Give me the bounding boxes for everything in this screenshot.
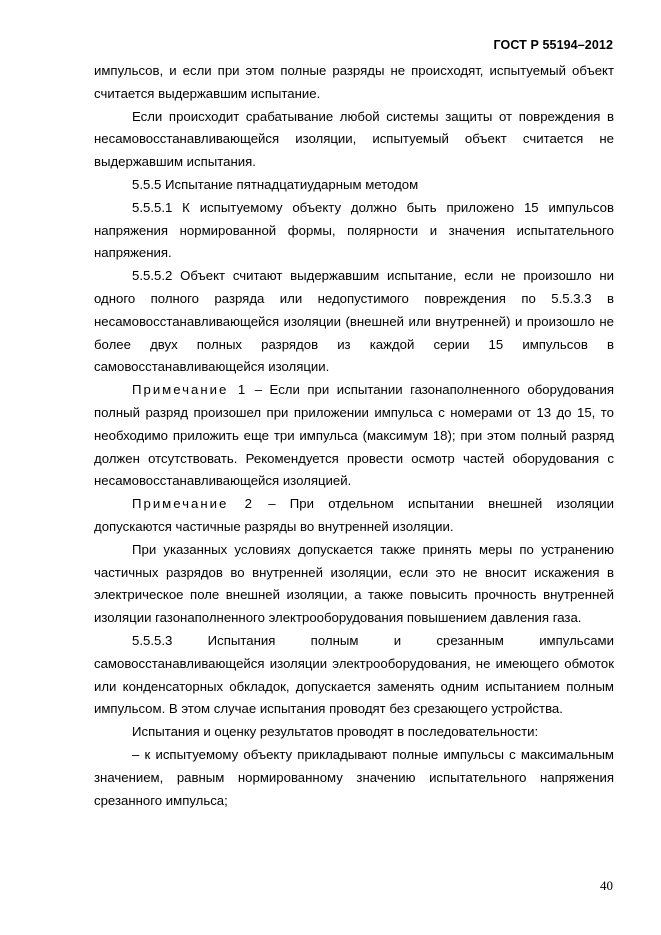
document-header: ГОСТ Р 55194–2012 [493,38,613,52]
note-1 [94,379,614,493]
clause-5-5-5-2: 5.5.5.2 Объект считают выдержавшим испытание, если не произошло ни одного полного разряда или недопустимого повреждения по 5.5.3.3 в несамовосстанавливающейся изоляции (внешней или внутренней) и произошло не более двух полных разрядов из каждой серии 15 импульсов в самовосстанавливающейся изоляции. [94,268,614,375]
clause-5-5-5-1: 5.5.5.1 К испытуемому объекту должно быть приложено 15 импульсов напряжения нормированной формы, полярности и значения испытательного напряжения. [94,199,614,261]
section-heading-5-5-5: 5.5.5 Испытание пятнадцатиударным методом [132,176,419,192]
paragraph-sequence-intro: Испытания и оценку результатов проводят в последовательности: [132,724,539,740]
note-2 [94,493,614,539]
clause-5-5-5-3: 5.5.5.3 Испытания полным и срезанным импульсами самовосстанавливающейся изоляции электрооборудования, не имеющего обмоток или конденсаторных обкладок, допускается заменять одним испытанием полным импульсом. В этом случае испытания проводят без срезающего устройства. [94,632,614,717]
paragraph-protection: Если происходит срабатывание любой системы защиты от повреждения в несамовосстанавливающейся изоляции, испытуемый объект считается не выдержавшим испытания. [94,108,614,170]
page-number: 40 [600,878,613,893]
note-1-text: – Если при испытании газонаполненного оборудования полный разряд произошел при приложении импульса с номерами от 13 до 15, то необходимо приложить еще три импульса (максимум 18); при этом полный разряд должен отсутствовать. Рекомендуется провести осмотр частей оборудования с несамовосстанавливающейся изоляцией. [94,382,614,489]
paragraph-continuation: импульсов, и если при этом полные разряды не происходят, испытуемый объект считается выдержавшим испытание. [94,63,614,101]
list-item-full-impulses: – к испытуемому объекту прикладывают полные импульсы с максимальным значением, равным нормированному значению испытательного напряжения срезанного импульса; [94,746,614,808]
note-1-label: Примечание 1 [132,382,248,398]
document-body [94,60,614,812]
paragraph-partial-discharges: При указанных условиях допускается также принять меры по устранению частичных разрядов во внутренней изоляции, если это не вносит искажения в электрическое поле внешней изоляции, а также повысить прочность внутренней изоляции газонаполненного электрооборудования повышением давления газа. [94,541,614,626]
note-2-label: Примечание 2 [132,496,254,512]
note-2-text: – При отдельном испытании внешней изоляции допускаются частичные разряды во внутренней изоляции. [94,496,614,534]
